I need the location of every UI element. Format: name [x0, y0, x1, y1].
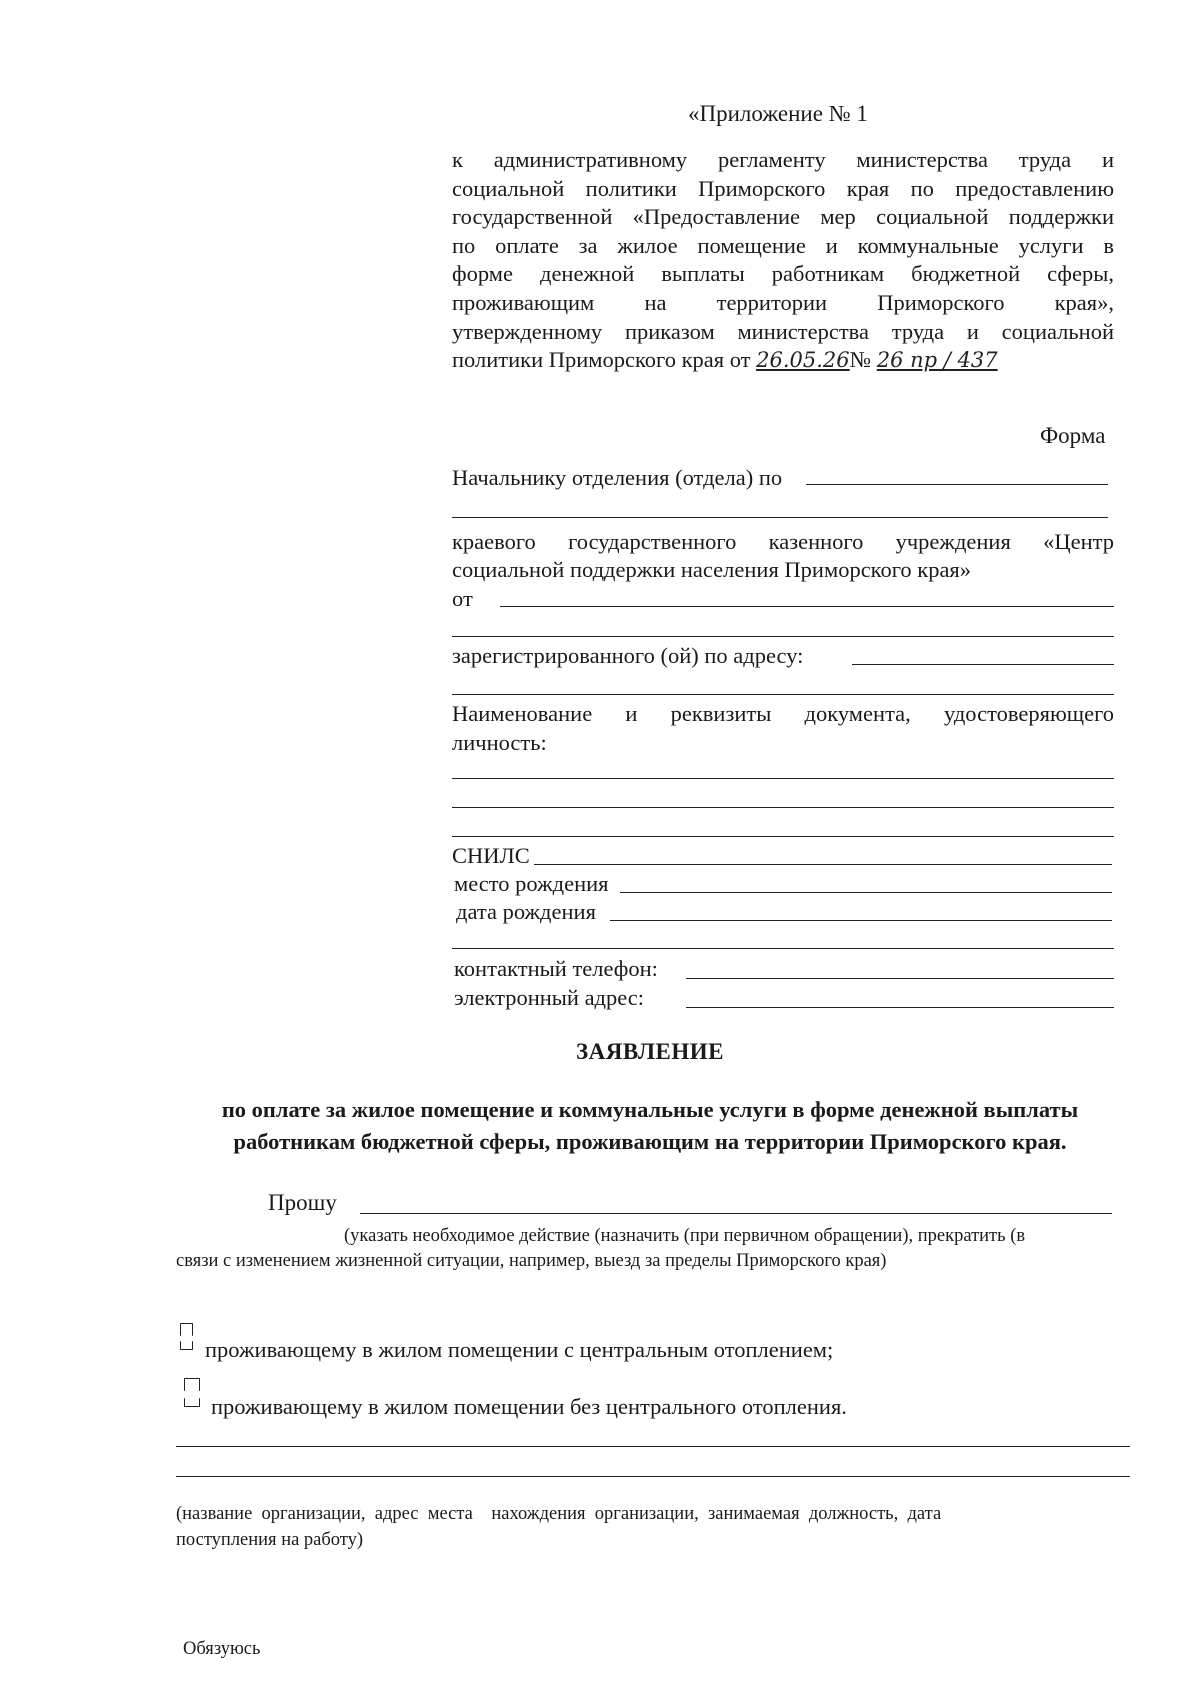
request-hint-2: связи с изменением жизненной ситуации, например, выезд за пределы Приморского края)	[176, 1251, 887, 1271]
regulation-last-line	[452, 346, 1114, 375]
id-document-field-2[interactable]	[452, 807, 1114, 808]
regulation-reference	[452, 146, 1114, 375]
request-field[interactable]	[360, 1213, 1112, 1214]
statement-subtitle-2: работникам бюджетной сферы, проживающим на территории Приморского края.	[233, 1129, 1067, 1154]
request-label: Прошу	[268, 1190, 337, 1215]
regulation-line: проживающим на территории Приморского края»,	[452, 289, 1114, 315]
id-document-label-2: личность:	[452, 730, 547, 755]
handwritten-order-date: 26.05.26	[756, 348, 850, 373]
no-central-heating-option: проживающему в жилом помещении без центрального отопления.	[211, 1394, 847, 1419]
number-sign: №	[849, 347, 872, 373]
no-central-heating-checkbox-lower[interactable]	[184, 1398, 200, 1407]
id-document-label: Наименование и реквизиты документа, удостоверяющего	[452, 701, 1114, 726]
birth-date-label: дата рождения	[456, 899, 596, 924]
statement-subtitle-1: по оплате за жилое помещение и коммунальные услуги в форме денежной выплаты	[221, 1097, 1079, 1122]
form-label: Форма	[1040, 423, 1106, 448]
institution-line-2: социальной поддержки населения Приморского края»	[452, 557, 972, 582]
birth-place-label: место рождения	[454, 871, 609, 896]
institution-line-1: краевого государственного казенного учреждения «Центр	[452, 529, 1114, 554]
central-heating-option: проживающему в жилом помещении с центральным отоплением;	[205, 1337, 834, 1362]
email-label: электронный адрес:	[454, 985, 645, 1010]
regulation-line: социальной политики Приморского края по предоставлению	[452, 175, 1114, 201]
chief-label: Начальнику отделения (отдела) по	[452, 465, 783, 490]
department-field[interactable]	[806, 484, 1108, 485]
organization-field-1[interactable]	[176, 1446, 1130, 1447]
birth-place-field[interactable]	[620, 892, 1112, 893]
registered-address-label: зарегистрированного (ой) по адресу:	[452, 643, 804, 668]
registered-address-field[interactable]	[852, 664, 1114, 665]
regulation-line: утвержденному приказом министерства труда и социальной	[452, 318, 1114, 344]
regulation-line-prefix: политики Приморского края от	[452, 347, 751, 373]
email-field[interactable]	[686, 1007, 1114, 1008]
regulation-line: форме денежной выплаты работникам бюджетной сферы,	[452, 261, 1114, 287]
applicant-name-field-continuation[interactable]	[452, 636, 1114, 637]
regulation-line: по оплате за жилое помещение и коммунальные услуги в	[452, 232, 1114, 258]
central-heating-checkbox-lower[interactable]	[180, 1341, 193, 1350]
department-field-continuation[interactable]	[452, 517, 1108, 518]
phone-field[interactable]	[686, 978, 1114, 979]
registered-address-field-continuation[interactable]	[452, 694, 1114, 695]
obligation-label: Обязуюсь	[183, 1639, 261, 1659]
organization-hint-2: поступления на работу)	[176, 1530, 364, 1550]
appendix-title: «Приложение № 1	[688, 101, 868, 126]
snils-field[interactable]	[534, 864, 1112, 865]
phone-label: контактный телефон:	[454, 956, 658, 981]
handwritten-order-number: 26 пр / 437	[876, 348, 998, 373]
id-document-field-3[interactable]	[452, 836, 1114, 837]
applicant-name-field[interactable]	[500, 606, 1114, 607]
no-central-heating-checkbox[interactable]	[184, 1378, 200, 1391]
organization-field-2[interactable]	[176, 1476, 1130, 1477]
from-label: от	[452, 586, 473, 611]
regulation-line: государственной «Предоставление мер социальной поддержки	[452, 204, 1114, 230]
extra-field[interactable]	[452, 948, 1114, 949]
organization-hint-1: (название организации, адрес места нахождения организации, занимаемая должность, дата	[176, 1504, 942, 1524]
birth-date-field[interactable]	[610, 920, 1112, 921]
central-heating-checkbox[interactable]	[180, 1323, 193, 1336]
regulation-line: к административному регламенту министерства труда и	[452, 147, 1114, 172]
statement-title: ЗАЯВЛЕНИЕ	[576, 1039, 724, 1064]
id-document-field-1[interactable]	[452, 778, 1114, 779]
snils-label: СНИЛС	[452, 843, 530, 868]
request-hint-1: (указать необходимое действие (назначить (при первичном обращении), прекратить (в	[344, 1226, 1026, 1246]
